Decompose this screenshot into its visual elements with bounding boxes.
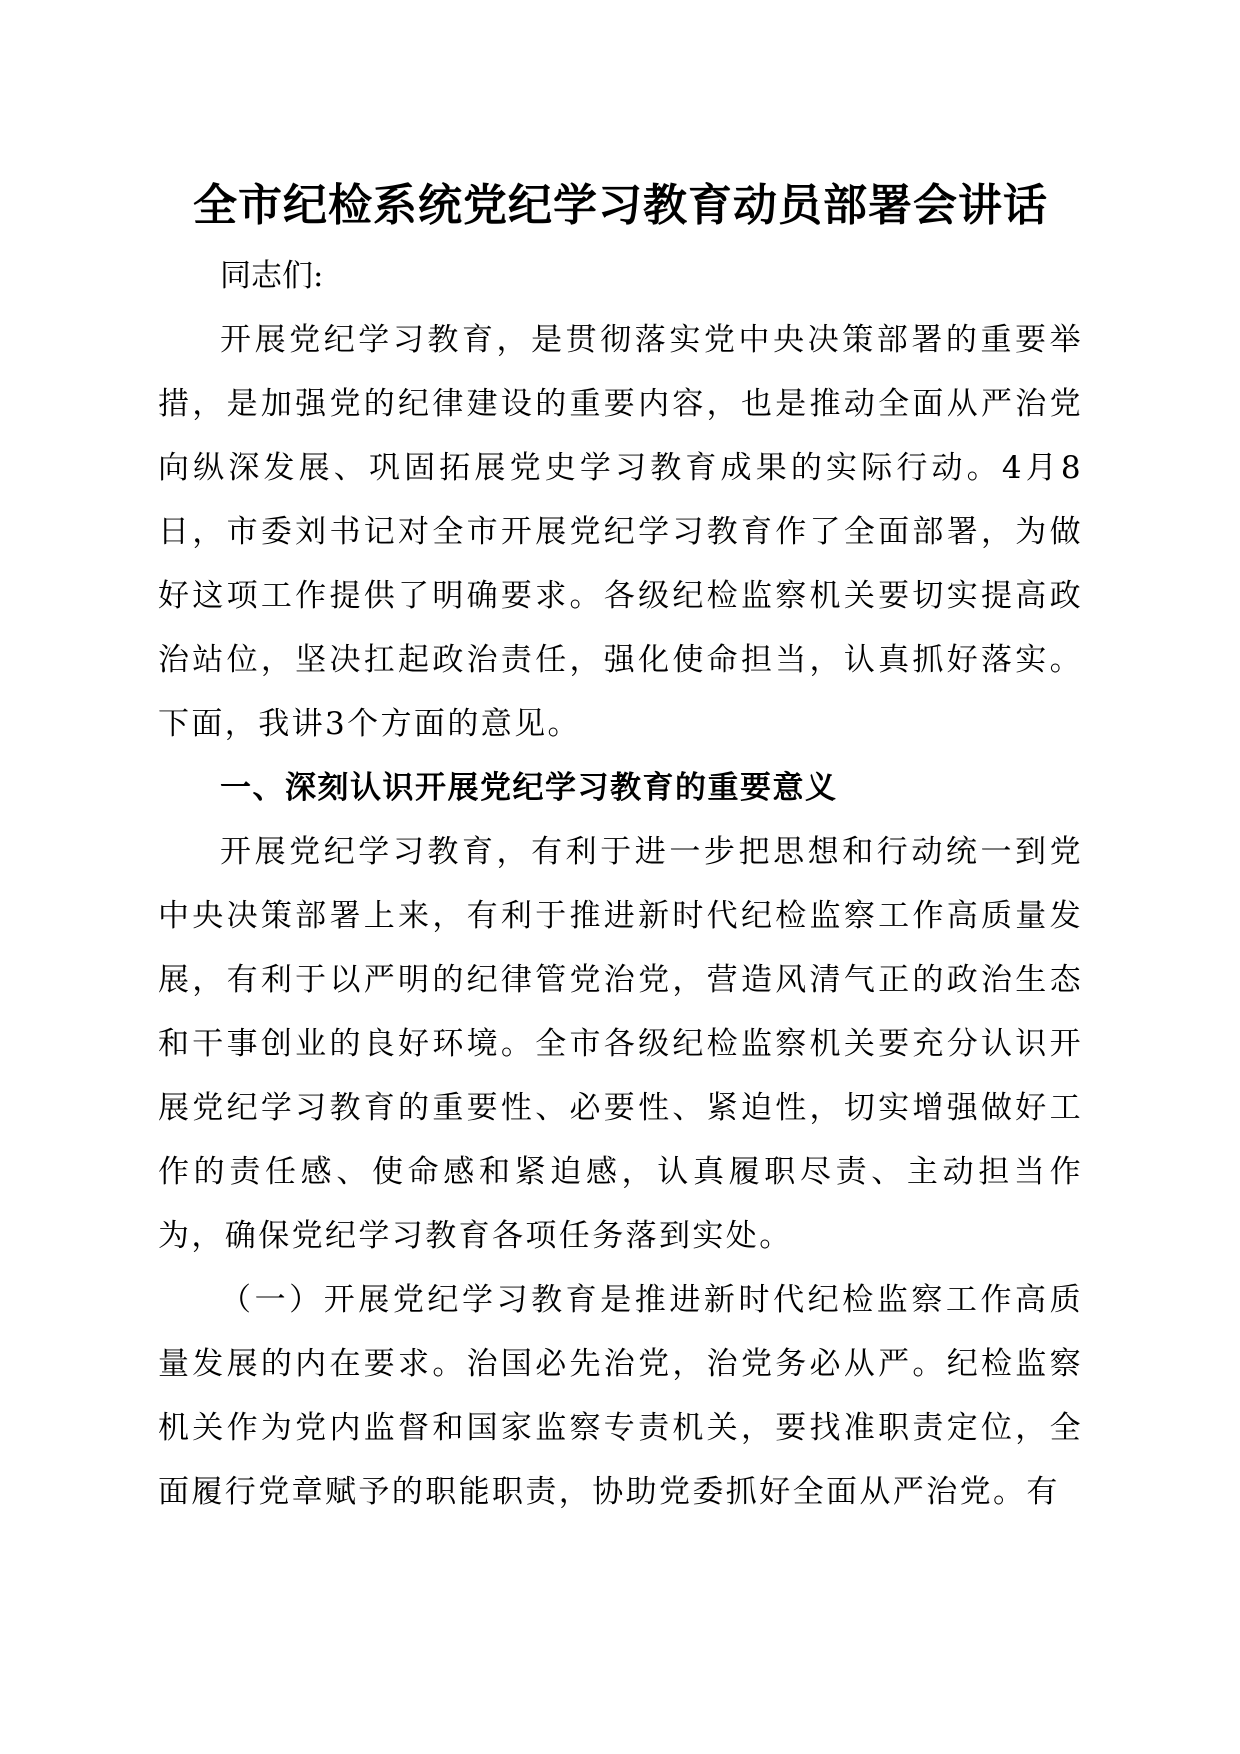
subsection-1-paragraph: [158, 1268, 1083, 1524]
salutation: 同志们:: [220, 258, 324, 294]
intro-paragraph: 开展党纪学习教育，是贯彻落实党中央决策部署的重要举措，是加强党的纪律建设的重要内容，也是推动全面从严治党向纵深发展、巩固拓展党史学习教育成果的实际行动。4月8日，市委刘书记对全市开展党纪学习教育作了全面部署，为做好这项工作提供了明确要求。各级纪检监察机关要切实提高政治站位，坚决扛起政治责任，强化使命担当，认真抓好落实。下面，我讲3个方面的意见。: [158, 322, 1083, 742]
document-body: [158, 176, 1083, 1524]
section-heading-1: 一、深刻认识开展党纪学习教育的重要意义: [220, 770, 838, 806]
subsection-1-body: 治国必先治党，治党务必从严。纪检监察机关作为党内监督和国家监察专责机关，要找准职责定位，全面履行党章赋予的职能职责，协助党委抓好全面从严治党。有: [158, 1346, 1083, 1510]
subsection-1-lead: （一）开展党纪学习教育是推进新时代纪检监察工作高质量发展的内在要求。: [158, 1282, 1083, 1382]
section-1-paragraph: 开展党纪学习教育，有利于进一步把思想和行动统一到党中央决策部署上来，有利于推进新时代纪检监察工作高质量发展，有利于以严明的纪律管党治党，营造风清气正的政治生态和干事创业的良好环境。全市各级纪检监察机关要充分认识开展党纪学习教育的重要性、必要性、紧迫性，切实增强做好工作的责任感、使命感和紧迫感，认真履职尽责、主动担当作为，确保党纪学习教育各项任务落到实处。: [158, 834, 1083, 1254]
document-title: 全市纪检系统党纪学习教育动员部署会讲话: [193, 180, 1048, 231]
